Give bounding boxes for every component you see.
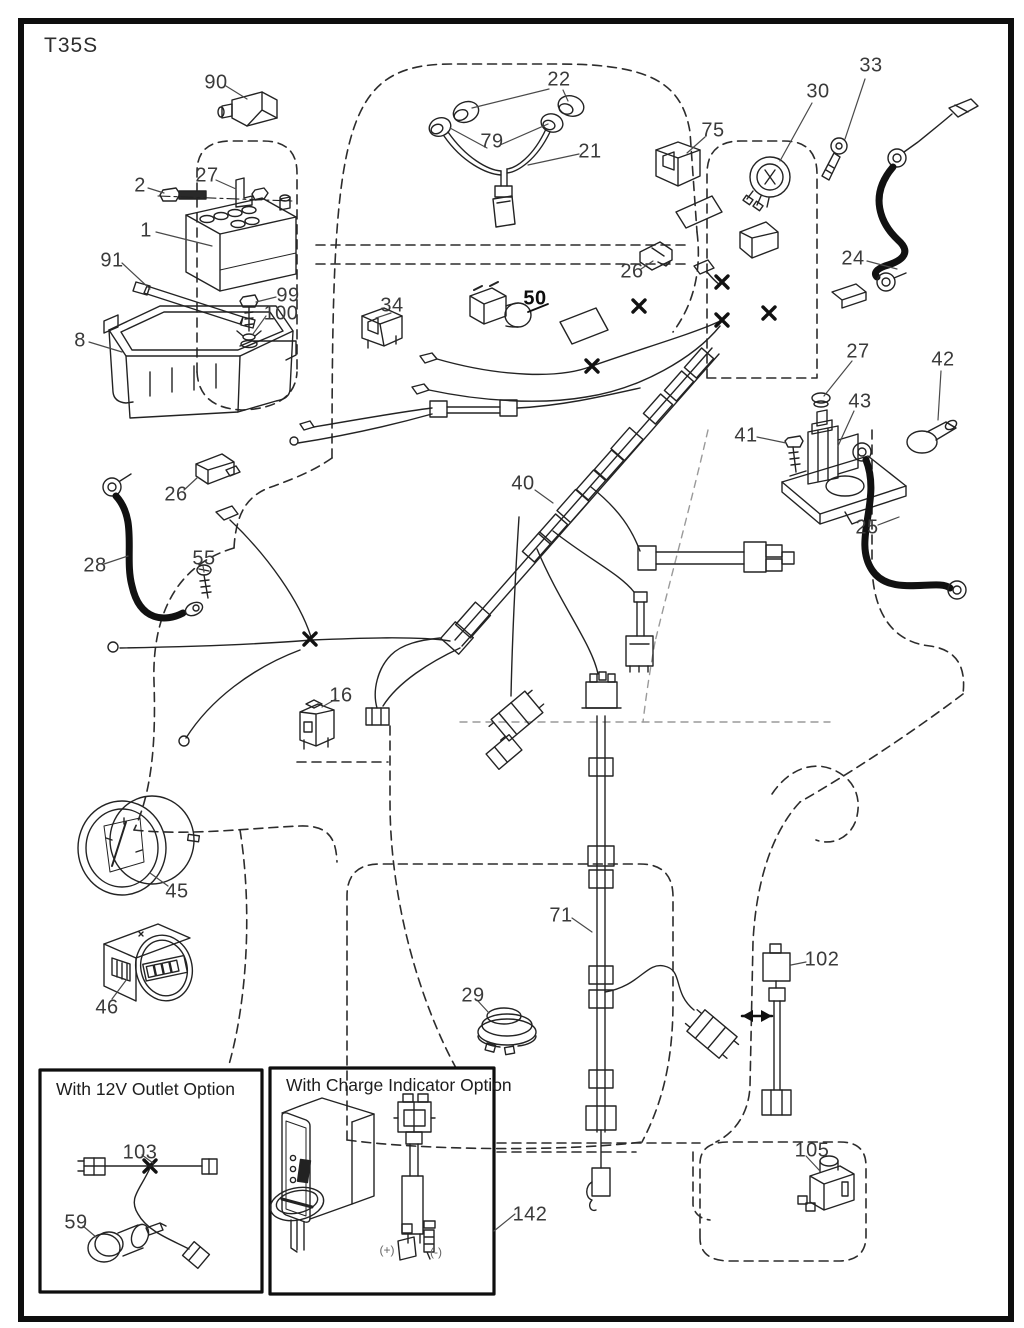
seat-boot-29 [478,1008,536,1055]
ignition-switch-30 [743,157,790,211]
callout-42: 42 [931,348,955,371]
diagram-title: T35S [44,34,99,57]
battery-bolt-2 [158,188,292,201]
callout-55: 55 [192,547,216,570]
callout-26: 26 [620,260,644,283]
callout-45: 45 [165,880,189,903]
callout-91: 91 [100,249,124,272]
label-plate [560,308,608,344]
callout-27: 27 [195,164,219,187]
callout-8: 8 [74,329,86,352]
inset-box-12v-outlet [40,1070,262,1292]
interlock-connector [366,638,440,725]
ignition-key-33 [822,138,847,180]
callout-22: 22 [547,68,571,91]
ground-cable-28 [103,474,205,618]
callout-2: 2 [134,174,146,197]
callout-25: 25 [855,516,879,539]
connector-pair [486,687,547,769]
callout-24: 24 [841,247,865,270]
callout-43: 43 [848,390,872,413]
solenoid-43 [782,390,906,524]
inset-box-charge-indicator [267,1068,494,1294]
callout-79: 79 [480,130,504,153]
callout-142: 142 [512,1203,548,1226]
callout-33: 33 [859,54,883,77]
callout-105: 105 [794,1139,830,1162]
callout-27: 27 [846,340,870,363]
callout-28: 28 [83,554,107,577]
fuse-26-left [196,454,311,637]
callout-40: 40 [511,472,535,495]
rocker-switch-75 [656,142,700,186]
callout-29: 29 [461,984,485,1007]
inline-fuse-assembly [638,542,794,572]
callout-41: 41 [734,424,758,447]
callout-1: 1 [140,219,152,242]
drop-connector [626,592,653,672]
callout-103: 103 [122,1141,158,1164]
callout-71: 71 [549,904,573,927]
battery-cable-24 [875,99,978,291]
callout-50: 50 [523,287,547,310]
callout-30: 30 [806,80,830,103]
battery-1 [186,195,296,291]
callout-75: 75 [701,119,725,142]
chassis-dashed-outlines [134,64,964,1261]
callout-21: 21 [578,140,602,163]
bolt-41 [785,436,803,472]
battery-connector-90 [218,92,277,126]
negative-terminal-label: (-) [430,1245,442,1259]
callout-100: 100 [263,302,299,325]
callout-99: 99 [276,284,300,307]
callout-16: 16 [329,684,353,707]
callout-26: 26 [164,483,188,506]
callout-90: 90 [204,71,228,94]
headlight-harness-21-22-79 [426,93,586,227]
inset-box-charge-title: With Charge Indicator Option [286,1075,512,1095]
positive-terminal-label: (+) [379,1243,395,1257]
callout-102: 102 [804,948,840,971]
connector-102 [742,944,791,1115]
connectors-near-ignition [676,196,866,308]
hour-meter-46 [104,924,199,1007]
inset-box-12v-title: With 12V Outlet Option [56,1079,235,1099]
callout-59: 59 [64,1211,88,1234]
callout-46: 46 [95,996,119,1019]
callout-34: 34 [380,294,404,317]
battery-holddown-91 [133,282,255,328]
terminal-boot-42 [907,419,958,453]
part-50 [470,282,531,327]
switch-105 [798,1156,854,1211]
seat-harness-71 [582,672,742,1210]
